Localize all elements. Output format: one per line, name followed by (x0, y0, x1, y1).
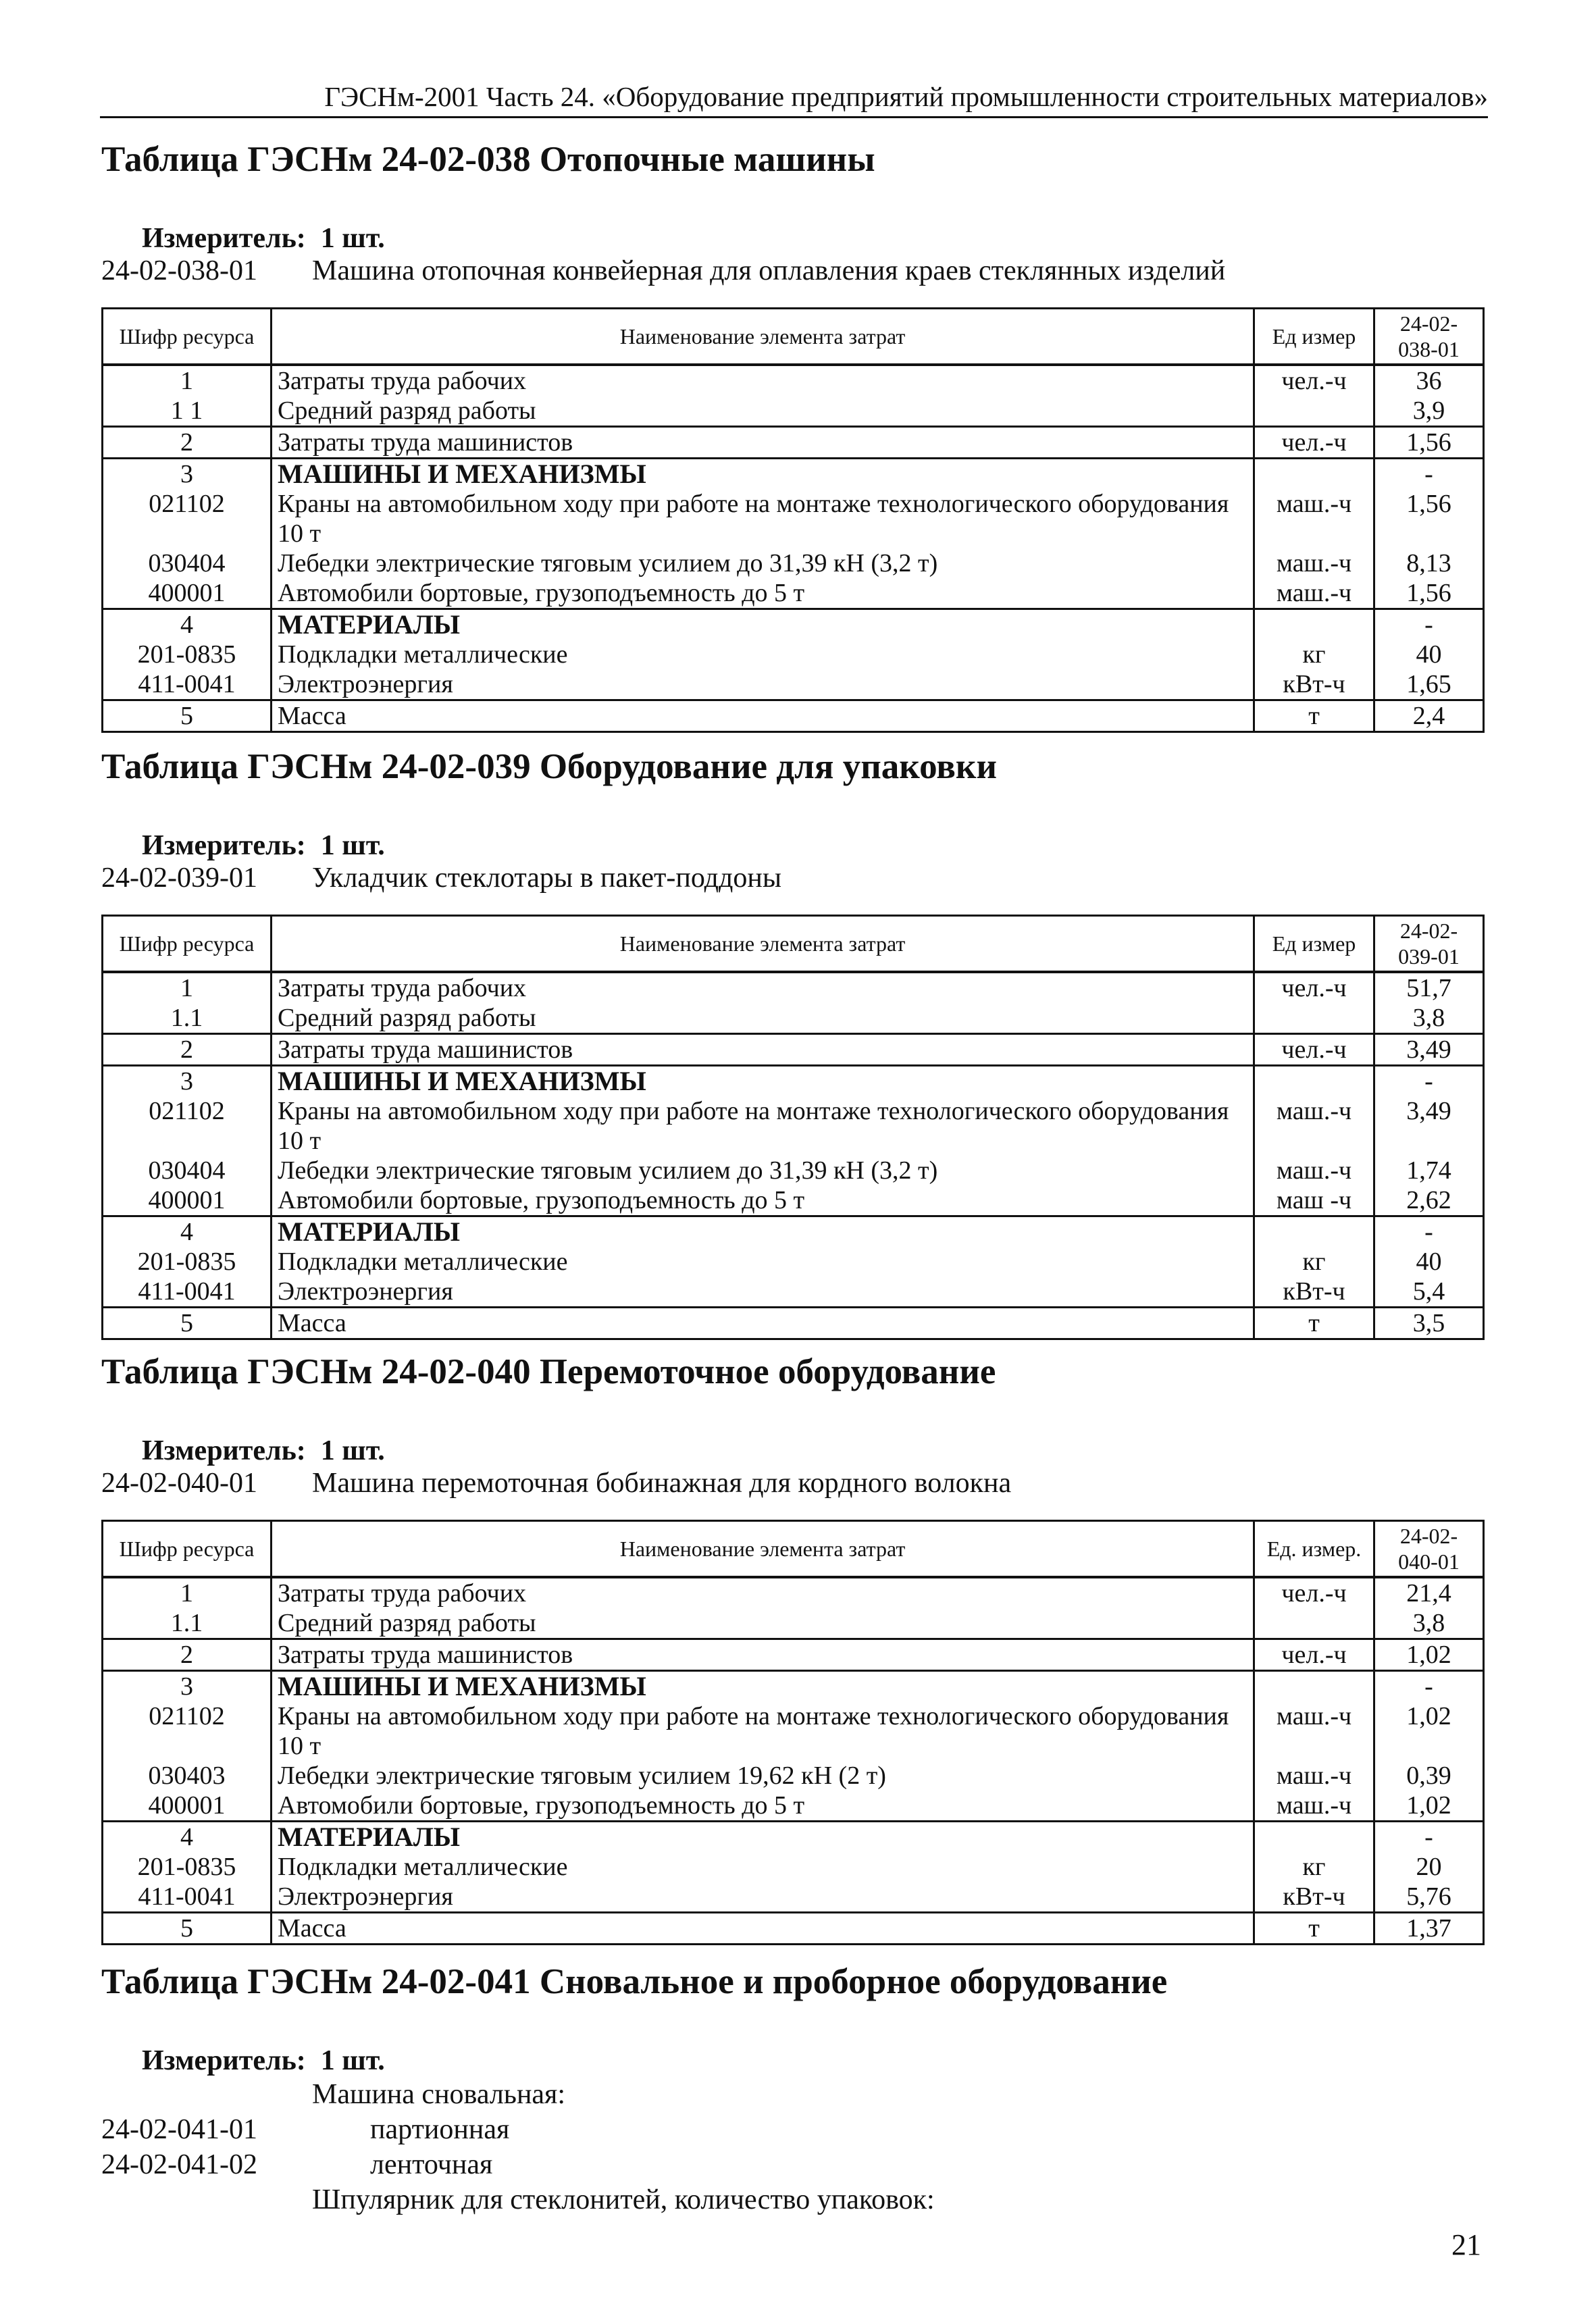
table-section-041 (101, 1961, 1485, 2217)
cell-name: Масса (272, 1913, 1254, 1945)
table-row (103, 609, 1484, 640)
cell-code: 3 (103, 459, 272, 490)
cell-name: Затраты труда машинистов (272, 1034, 1254, 1066)
cell-code: 2 (103, 427, 272, 459)
cell-name: Лебедки электрические тяговым усилием 19,62 кН (2 т) (272, 1761, 1254, 1791)
cell-name: Электроэнергия (272, 1277, 1254, 1308)
norm-item (101, 862, 1485, 894)
cell-name: Электроэнергия (272, 669, 1254, 700)
cell-unit: маш.-ч (1254, 1096, 1374, 1156)
cell-value: - (1374, 1671, 1484, 1702)
cell-name: Затраты труда рабочих (272, 972, 1254, 1003)
cell-code: 2 (103, 1639, 272, 1671)
group-heading (101, 2077, 1485, 2112)
table-row (103, 700, 1484, 732)
cell-code: 030404 (103, 548, 272, 578)
cell-value: 20 (1374, 1852, 1484, 1882)
cell-unit (1254, 459, 1374, 490)
cell-name: МАТЕРИАЛЫ (272, 609, 1254, 640)
table-title: Таблица ГЭСНм 24-02-038 Отопочные машины (101, 140, 875, 179)
table-row (103, 489, 1484, 548)
cell-unit: кВт-ч (1254, 669, 1374, 700)
cell-value: 1,56 (1374, 427, 1484, 459)
cell-code: 1.1 (103, 1003, 272, 1034)
table-body (103, 972, 1484, 1339)
table-body (103, 1577, 1484, 1945)
norm-code: 24-02-040-01 (101, 1468, 257, 1499)
cell-name: Средний разряд работы (272, 1608, 1254, 1639)
cell-value: 3,8 (1374, 1003, 1484, 1034)
col-header-unit: Ед измер (1254, 309, 1374, 365)
table-row (103, 669, 1484, 700)
cell-value: 5,76 (1374, 1882, 1484, 1913)
table-row (103, 1277, 1484, 1308)
cell-name: МАШИНЫ И МЕХАНИЗМЫ (272, 1671, 1254, 1702)
col-header-value: 24-02-038-01 (1374, 309, 1484, 365)
meter-value: 1 шт. (320, 2045, 385, 2076)
norm-name: партионная (370, 2114, 510, 2145)
cell-name: Подкладки металлические (272, 640, 1254, 669)
table-section-040 (101, 1351, 1485, 1945)
table-row (103, 548, 1484, 578)
cell-name: Затраты труда машинистов (272, 427, 1254, 459)
cell-unit (1254, 1216, 1374, 1248)
table-row (103, 1577, 1484, 1608)
cell-value: 2,4 (1374, 700, 1484, 732)
table-row (103, 1034, 1484, 1066)
cell-value: - (1374, 609, 1484, 640)
cell-unit: кВт-ч (1254, 1882, 1374, 1913)
cell-unit (1254, 1822, 1374, 1853)
table-title: Таблица ГЭСНм 24-02-041 Сновальное и проборное оборудование (101, 1962, 1168, 2001)
cell-unit: кг (1254, 640, 1374, 669)
cell-value: 1,37 (1374, 1913, 1484, 1945)
cell-code: 3 (103, 1066, 272, 1097)
cell-name: МАТЕРИАЛЫ (272, 1216, 1254, 1248)
cell-unit: чел.-ч (1254, 972, 1374, 1003)
cell-value: 8,13 (1374, 548, 1484, 578)
norm-item (101, 255, 1485, 287)
table-body (103, 365, 1484, 732)
table-row (103, 1822, 1484, 1853)
cell-code: 5 (103, 1913, 272, 1945)
cell-value: 1,02 (1374, 1701, 1484, 1761)
cell-name: Затраты труда машинистов (272, 1639, 1254, 1671)
cell-unit (1254, 1066, 1374, 1097)
cell-code: 030403 (103, 1761, 272, 1791)
col-header-value: 24-02-040-01 (1374, 1521, 1484, 1578)
table-row (103, 1003, 1484, 1034)
meter-value: 1 шт. (320, 830, 385, 861)
cell-name: Автомобили бортовые, грузоподъемность до 5 т (272, 1791, 1254, 1822)
cell-value: 2,62 (1374, 1185, 1484, 1216)
cell-code: 400001 (103, 1185, 272, 1216)
cell-code: 411-0041 (103, 669, 272, 700)
cell-value: 3,49 (1374, 1096, 1484, 1156)
cell-unit: т (1254, 1913, 1374, 1945)
col-header-code: Шифр ресурса (103, 309, 272, 365)
norm-name: ленточная (370, 2149, 493, 2180)
cell-unit: чел.-ч (1254, 1577, 1374, 1608)
table-row (103, 1761, 1484, 1791)
cell-value: 1,02 (1374, 1639, 1484, 1671)
cell-value: 3,9 (1374, 396, 1484, 427)
norm-table (101, 1520, 1485, 1945)
cell-name: Затраты труда рабочих (272, 1577, 1254, 1608)
cell-code: 1 (103, 1577, 272, 1608)
group-heading (101, 2182, 1485, 2217)
col-header-name: Наименование элемента затрат (272, 1521, 1254, 1578)
norm-code: 24-02-038-01 (101, 255, 257, 286)
cell-value: 5,4 (1374, 1277, 1484, 1308)
table-row (103, 427, 1484, 459)
col-header-unit: Ед. измер. (1254, 1521, 1374, 1578)
cell-name: Автомобили бортовые, грузоподъемность до 5 т (272, 578, 1254, 609)
meter-label: Измеритель: (142, 2045, 306, 2076)
table-row (103, 640, 1484, 669)
table-section-038 (101, 138, 1485, 733)
cell-code: 201-0835 (103, 1247, 272, 1277)
cell-code: 400001 (103, 1791, 272, 1822)
col-header-name: Наименование элемента затрат (272, 309, 1254, 365)
cell-value: 40 (1374, 640, 1484, 669)
cell-code: 030404 (103, 1156, 272, 1185)
cell-code: 201-0835 (103, 640, 272, 669)
cell-unit: маш.-ч (1254, 1761, 1374, 1791)
group-name: Шпулярник для стеклонитей, количество упаковок: (312, 2184, 935, 2215)
cell-name: Масса (272, 1308, 1254, 1339)
cell-name: МАШИНЫ И МЕХАНИЗМЫ (272, 1066, 1254, 1097)
cell-unit: маш.-ч (1254, 578, 1374, 609)
table-row (103, 1639, 1484, 1671)
cell-code: 5 (103, 1308, 272, 1339)
cell-code: 2 (103, 1034, 272, 1066)
meter-value: 1 шт. (320, 223, 385, 254)
cell-unit: чел.-ч (1254, 427, 1374, 459)
meter-label: Измеритель: (142, 830, 306, 861)
cell-value: - (1374, 1822, 1484, 1853)
cell-unit: маш.-ч (1254, 1701, 1374, 1761)
col-header-code: Шифр ресурса (103, 1521, 272, 1578)
table-row (103, 1247, 1484, 1277)
table-row (103, 1852, 1484, 1882)
page-number: 21 (1451, 2228, 1481, 2261)
meter-label: Измеритель: (142, 1435, 306, 1466)
cell-code: 4 (103, 1822, 272, 1853)
cell-value: 0,39 (1374, 1761, 1484, 1791)
cell-value: 1,65 (1374, 669, 1484, 700)
table-header-row (103, 1521, 1484, 1578)
table-row (103, 972, 1484, 1003)
norm-table (101, 307, 1485, 733)
norm-item (101, 1467, 1485, 1499)
cell-unit: т (1254, 1308, 1374, 1339)
cell-name: Автомобили бортовые, грузоподъемность до 5 т (272, 1185, 1254, 1216)
cell-code: 1.1 (103, 1608, 272, 1639)
cell-value: 51,7 (1374, 972, 1484, 1003)
cell-value: 21,4 (1374, 1577, 1484, 1608)
cell-value: - (1374, 459, 1484, 490)
norm-list (101, 2077, 1485, 2217)
cell-unit: чел.-ч (1254, 1639, 1374, 1671)
table-title: Таблица ГЭСНм 24-02-039 Оборудование для упаковки (101, 747, 997, 786)
table-row (103, 1096, 1484, 1156)
cell-code: 201-0835 (103, 1852, 272, 1882)
list-item (101, 2147, 1485, 2182)
table-header-row (103, 916, 1484, 973)
norm-code: 24-02-041-01 (101, 2114, 257, 2145)
table-row (103, 459, 1484, 490)
cell-name: Подкладки металлические (272, 1247, 1254, 1277)
cell-name: Масса (272, 700, 1254, 732)
cell-unit: чел.-ч (1254, 365, 1374, 396)
meter-label: Измеритель: (142, 223, 306, 254)
meter (142, 222, 1485, 255)
cell-value: 3,8 (1374, 1608, 1484, 1639)
cell-value: 36 (1374, 365, 1484, 396)
table-row (103, 1156, 1484, 1185)
meter-value: 1 шт. (320, 1435, 385, 1466)
cell-name: Лебедки электрические тяговым усилием до 31,39 кН (3,2 т) (272, 548, 1254, 578)
cell-unit: маш.-ч (1254, 548, 1374, 578)
list-item (101, 2112, 1485, 2147)
table-row (103, 396, 1484, 427)
cell-code: 411-0041 (103, 1277, 272, 1308)
cell-name: Краны на автомобильном ходу при работе на монтаже технологического оборудования 10 т (272, 1096, 1254, 1156)
cell-unit: т (1254, 700, 1374, 732)
cell-code: 4 (103, 609, 272, 640)
meter (142, 2045, 1485, 2077)
norm-code: 24-02-039-01 (101, 863, 257, 894)
col-header-name: Наименование элемента затрат (272, 916, 1254, 973)
norm-table (101, 915, 1485, 1340)
table-row (103, 578, 1484, 609)
cell-code: 1 1 (103, 396, 272, 427)
meter (142, 1435, 1485, 1467)
group-name: Машина сновальная: (312, 2079, 566, 2110)
cell-value: 3,49 (1374, 1034, 1484, 1066)
cell-unit: кВт-ч (1254, 1277, 1374, 1308)
table-row (103, 1185, 1484, 1216)
cell-unit: кг (1254, 1852, 1374, 1882)
table-row (103, 1671, 1484, 1702)
cell-value: - (1374, 1066, 1484, 1097)
norm-name: Укладчик стеклотары в пакет-поддоны (312, 863, 782, 894)
cell-name: Средний разряд работы (272, 1003, 1254, 1034)
running-header: ГЭСНм-2001 Часть 24. «Оборудование предприятий промышленности строительных материалов» (100, 80, 1488, 118)
cell-name: МАШИНЫ И МЕХАНИЗМЫ (272, 459, 1254, 490)
col-header-code: Шифр ресурса (103, 916, 272, 973)
table-row (103, 1791, 1484, 1822)
cell-value: 3,5 (1374, 1308, 1484, 1339)
cell-unit (1254, 1671, 1374, 1702)
cell-value: 40 (1374, 1247, 1484, 1277)
table-row (103, 1913, 1484, 1945)
cell-value: 1,02 (1374, 1791, 1484, 1822)
table-header-row (103, 309, 1484, 365)
cell-unit: маш.-ч (1254, 1791, 1374, 1822)
cell-unit: чел.-ч (1254, 1034, 1374, 1066)
cell-code: 400001 (103, 578, 272, 609)
table-row (103, 1882, 1484, 1913)
cell-value: 1,74 (1374, 1156, 1484, 1185)
table-row (103, 1608, 1484, 1639)
table-row (103, 365, 1484, 396)
cell-unit: маш.-ч (1254, 1156, 1374, 1185)
cell-unit: маш.-ч (1254, 489, 1374, 548)
cell-name: Краны на автомобильном ходу при работе на монтаже технологического оборудования 10 т (272, 489, 1254, 548)
cell-code: 411-0041 (103, 1882, 272, 1913)
cell-code: 1 (103, 972, 272, 1003)
cell-name: Краны на автомобильном ходу при работе на монтаже технологического оборудования 10 т (272, 1701, 1254, 1761)
cell-unit (1254, 396, 1374, 427)
cell-code: 5 (103, 700, 272, 732)
cell-code: 4 (103, 1216, 272, 1248)
cell-name: Электроэнергия (272, 1882, 1254, 1913)
cell-value: - (1374, 1216, 1484, 1248)
cell-code: 3 (103, 1671, 272, 1702)
cell-value: 1,56 (1374, 578, 1484, 609)
cell-name: Затраты труда рабочих (272, 365, 1254, 396)
cell-code: 021102 (103, 489, 272, 548)
table-title: Таблица ГЭСНм 24-02-040 Перемоточное оборудование (101, 1352, 996, 1391)
meter (142, 829, 1485, 862)
cell-unit (1254, 1003, 1374, 1034)
cell-unit (1254, 609, 1374, 640)
table-row (103, 1701, 1484, 1761)
cell-code: 021102 (103, 1096, 272, 1156)
cell-name: Лебедки электрические тяговым усилием до 31,39 кН (3,2 т) (272, 1156, 1254, 1185)
cell-name: Средний разряд работы (272, 396, 1254, 427)
cell-unit: кг (1254, 1247, 1374, 1277)
cell-name: Подкладки металлические (272, 1852, 1254, 1882)
norm-name: Машина отопочная конвейерная для оплавления краев стеклянных изделий (312, 255, 1226, 286)
cell-unit (1254, 1608, 1374, 1639)
cell-unit: маш -ч (1254, 1185, 1374, 1216)
table-row (103, 1216, 1484, 1248)
cell-code: 1 (103, 365, 272, 396)
col-header-unit: Ед измер (1254, 916, 1374, 973)
norm-code: 24-02-041-02 (101, 2149, 257, 2180)
cell-code: 021102 (103, 1701, 272, 1761)
norm-name: Машина перемоточная бобинажная для кордного волокна (312, 1468, 1012, 1499)
table-row (103, 1308, 1484, 1339)
cell-name: МАТЕРИАЛЫ (272, 1822, 1254, 1853)
table-row (103, 1066, 1484, 1097)
cell-value: 1,56 (1374, 489, 1484, 548)
col-header-value: 24-02-039-01 (1374, 916, 1484, 973)
table-section-039 (101, 746, 1485, 1340)
